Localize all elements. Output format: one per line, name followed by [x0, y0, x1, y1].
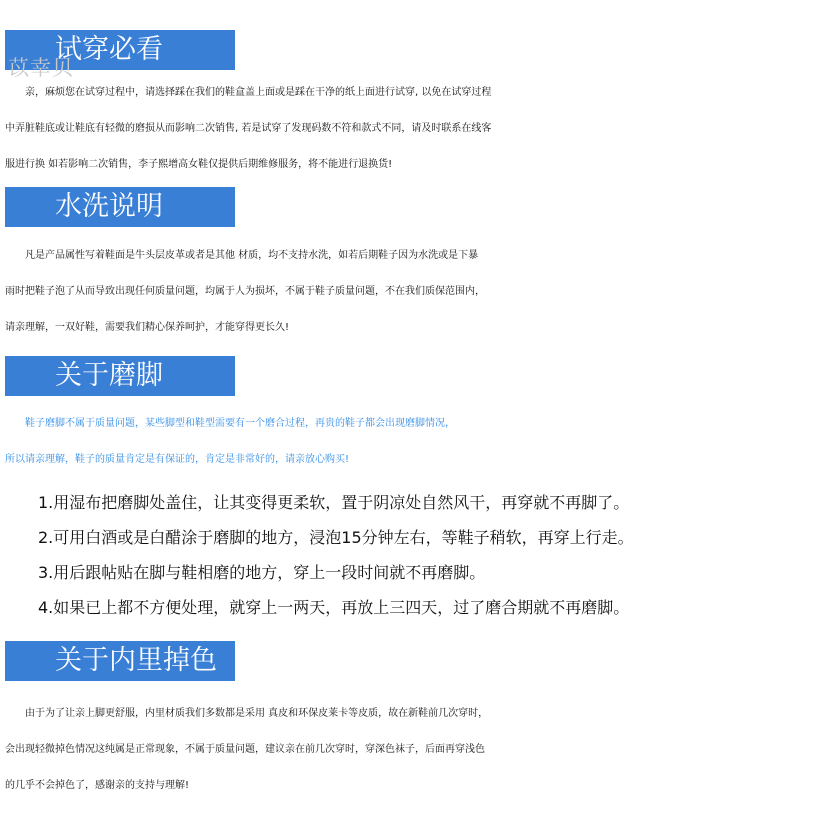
try-on-paragraph [5, 75, 825, 183]
paragraph-line: 服进行换 如若影响二次销售，李子熙增高女鞋仅提供后期维修服务，将不能进行退换货! [5, 159, 393, 170]
paragraph-line: 亲，麻烦您在试穿过程中，请选择踩在我们的鞋盒盖上面或是踩在干净的纸上面进行试穿, 以免在试穿过程 [5, 87, 492, 98]
paragraph-line: 鞋子磨脚不属于质量问题，某些脚型和鞋型需要有一个磨合过程，再贵的鞋子都会出现磨脚情况， [5, 418, 455, 429]
paragraph-line: 的几乎不会掉色了，感谢亲的支持与理解! [5, 780, 190, 791]
list-item: 2.可用白酒或是白醋涂于磨脚的地方，浸泡15分钟左右，等鞋子稍软，再穿上行走。 [38, 528, 634, 547]
section-title-washing: 水洗说明 [5, 187, 235, 227]
paragraph-line: 凡是产品属性写着鞋面是牛头层皮革或者是其他 材质，均不支持水洗，如若后期鞋子因为水洗或是下暴 [5, 250, 479, 261]
chafing-paragraph [5, 406, 825, 478]
watermark-logo: 苡幸贝 [8, 56, 74, 80]
list-item: 4.如果已上都不方便处理，就穿上一两天，再放上三四天，过了磨合期就不再磨脚。 [38, 598, 630, 617]
section-title-try-on: 试穿必看 [5, 30, 235, 70]
paragraph-line: 雨时把鞋子泡了从而导致出现任何质量问题，均属于人为损坏，不属于鞋子质量问题，不在我们质保范围内， [5, 286, 485, 297]
section-title-chafing: 关于磨脚 [5, 356, 235, 396]
washing-paragraph [5, 238, 825, 346]
paragraph-line: 中弄脏鞋底或让鞋底有轻微的磨损从而影响二次销售, 若是试穿了发现码数不符和款式不同，请及时联系在线客 [5, 123, 492, 134]
section-title-lining-color: 关于内里掉色 [5, 641, 235, 681]
lining-paragraph [5, 696, 825, 804]
paragraph-line: 请亲理解，一双好鞋，需要我们精心保养呵护，才能穿得更长久! [5, 322, 290, 333]
paragraph-line: 会出现轻微掉色情况这纯属是正常现象，不属于质量问题，建议亲在前几次穿时，穿深色袜子，后面再穿浅色 [5, 744, 485, 755]
chafing-tips-list [38, 485, 634, 625]
paragraph-line: 所以请亲理解，鞋子的质量肯定是有保证的，肯定是非常好的，请亲放心购买! [5, 454, 350, 465]
list-item: 1.用湿布把磨脚处盖住，让其变得更柔软，置于阴凉处自然风干，再穿就不再脚了。 [38, 493, 630, 512]
list-item: 3.用后跟帖贴在脚与鞋相磨的地方，穿上一段时间就不再磨脚。 [38, 563, 486, 582]
paragraph-line: 由于为了让亲上脚更舒服，内里材质我们多数都是采用 真皮和环保皮莱卡等皮质，故在新鞋前几次穿时， [5, 708, 489, 719]
